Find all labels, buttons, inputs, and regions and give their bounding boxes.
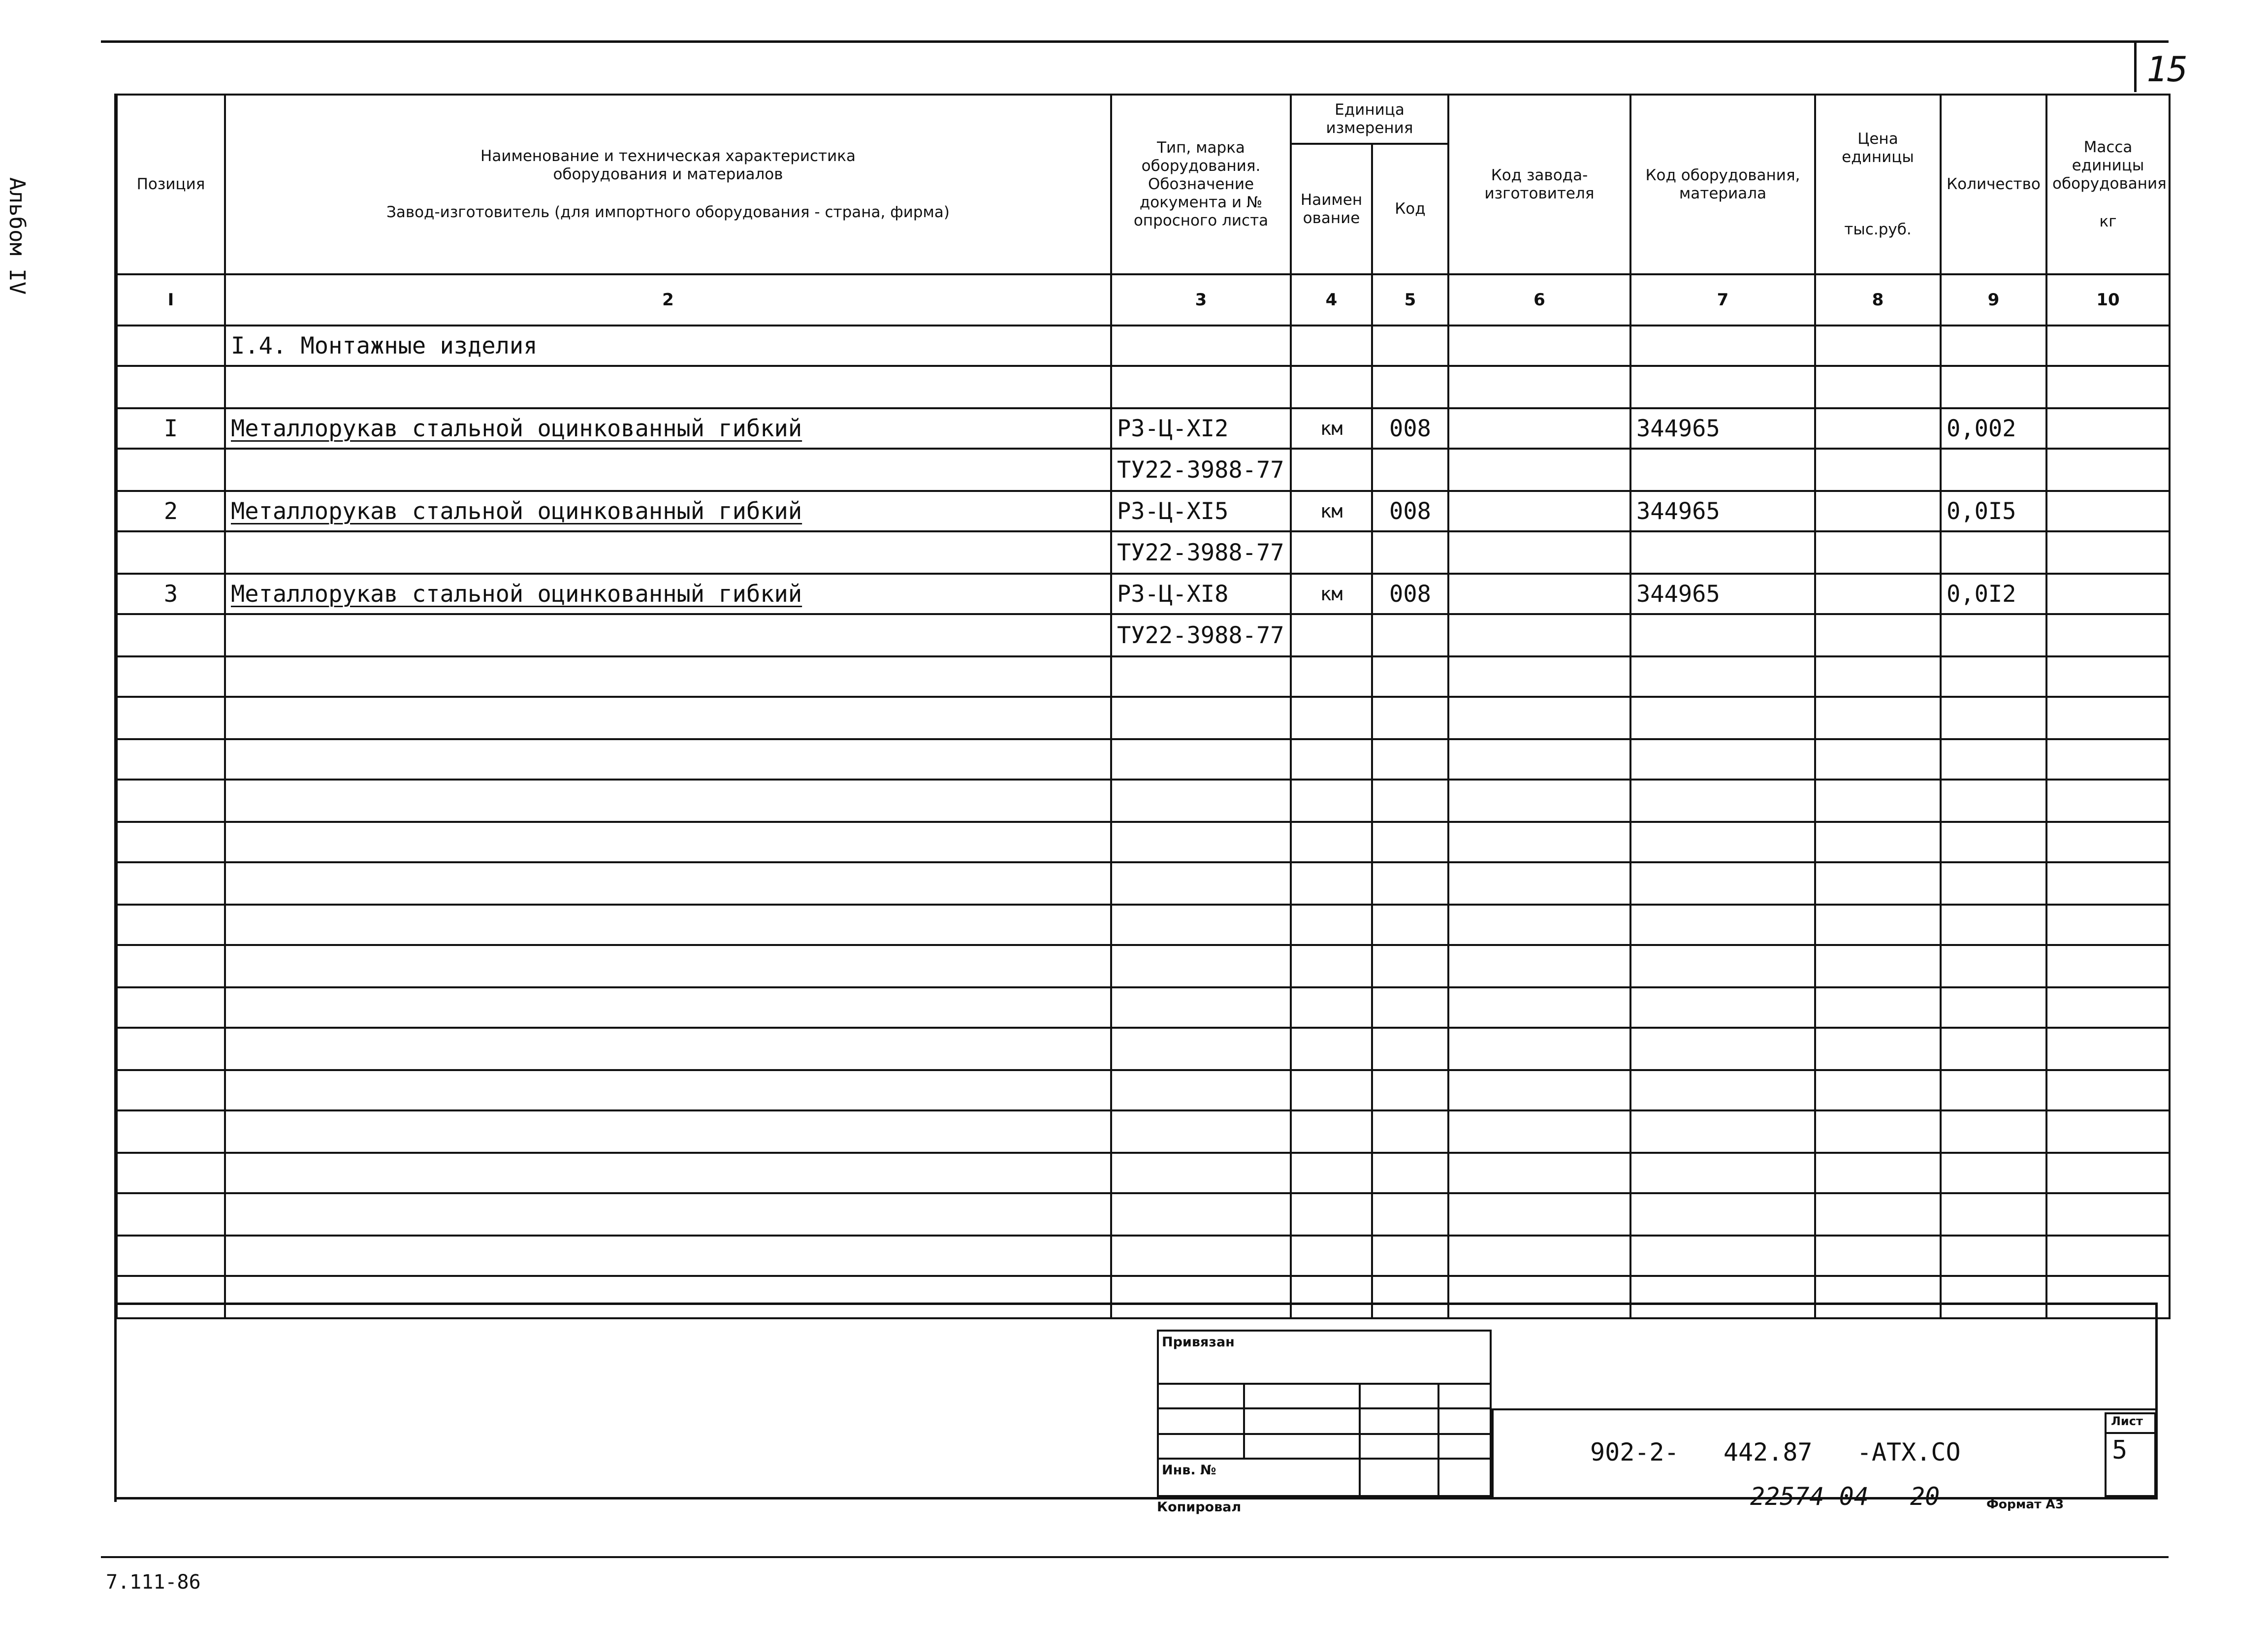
row-name: Металлорукав стальной оцинкованный гибкий	[231, 415, 802, 442]
table-bottom-line	[114, 1303, 2157, 1305]
table-row	[117, 697, 2170, 739]
table-row	[117, 614, 2170, 656]
row-doc: ТУ22-3988-77	[1111, 614, 1291, 656]
row-quantity: 0,0I5	[1941, 491, 2046, 531]
table-row	[117, 1193, 2170, 1236]
section-title: I.4. Монтажные изделия	[225, 326, 1111, 366]
footer-code: 7.111-86	[106, 1571, 201, 1594]
table-row	[117, 1028, 2170, 1070]
row-name: Металлорукав стальной оцинкованный гибкий	[231, 580, 802, 608]
col-number: 3	[1111, 274, 1291, 326]
row-unit-code: 008	[1372, 408, 1448, 449]
table-row	[117, 574, 2170, 614]
inventory-number-label: Инв. №	[1162, 1463, 1216, 1478]
top-border-line	[101, 40, 2169, 43]
row-doc: ТУ22-3988-77	[1111, 449, 1291, 491]
row-unit-code: 008	[1372, 491, 1448, 531]
table-row	[117, 408, 2170, 449]
row-type: Р3-Ц-ХI2	[1111, 408, 1291, 449]
col-number: 5	[1372, 274, 1448, 326]
row-doc: ТУ22-3988-77	[1111, 531, 1291, 574]
drawing-designation: 902-2- 442.87 -АТХ.СО	[1590, 1438, 1961, 1466]
header-name: Наименование и техническая характеристика оборудования и материалов Завод-изготовитель (для импортного оборудования - страна, фирма)	[225, 95, 1111, 274]
row-equipment-code: 344965	[1630, 491, 1815, 531]
table-row	[117, 739, 2170, 780]
row-type: Р3-Ц-ХI8	[1111, 574, 1291, 614]
row-unit: км	[1291, 408, 1372, 449]
table-row	[117, 449, 2170, 491]
row-name: Металлорукав стальной оцинкованный гибкий	[231, 497, 802, 525]
col-number: 2	[225, 274, 1111, 326]
linked-row-line	[1157, 1458, 1492, 1460]
table-row	[117, 491, 2170, 531]
page-number: 15	[2146, 49, 2188, 90]
table-row	[117, 905, 2170, 945]
linked-col-line	[1437, 1383, 1439, 1497]
sheet-label: Лист	[2111, 1414, 2143, 1428]
sheet-divider	[2105, 1432, 2156, 1434]
header-type-brand: Тип, марка оборудования. Обозначение документа и № опросного листа	[1111, 95, 1291, 274]
row-quantity: 0,0I2	[1941, 574, 2046, 614]
linked-row-line	[1157, 1407, 1492, 1409]
table-row	[117, 1153, 2170, 1193]
row-equipment-code: 344965	[1630, 574, 1815, 614]
col-number: 6	[1448, 274, 1630, 326]
archive-number: 22574-04	[1750, 1482, 1869, 1511]
header-factory-code: Код завода-изготовителя	[1448, 95, 1630, 274]
section-row	[117, 326, 2170, 366]
row-quantity: 0,002	[1941, 408, 2046, 449]
header-equipment-code: Код оборудования, материала	[1630, 95, 1815, 274]
header-quantity: Количество	[1941, 95, 2046, 274]
row-unit-code: 008	[1372, 574, 1448, 614]
linked-row-line	[1157, 1433, 1492, 1435]
col-number: 10	[2046, 274, 2170, 326]
row-unit: км	[1291, 491, 1372, 531]
table-row	[117, 945, 2170, 987]
table-row	[117, 1070, 2170, 1110]
row-position: I	[117, 408, 225, 449]
format-label: Формат А3	[1986, 1497, 2064, 1511]
col-number: I	[117, 274, 225, 326]
page-number-divider	[2134, 40, 2137, 92]
table-row	[117, 531, 2170, 574]
row-position: 2	[117, 491, 225, 531]
sheet-number: 5	[2112, 1435, 2128, 1465]
table-body	[117, 326, 2170, 1318]
row-equipment-code: 344965	[1630, 408, 1815, 449]
table-row	[117, 1110, 2170, 1153]
designation-left-line	[1492, 1408, 1494, 1497]
table-row	[117, 862, 2170, 905]
header-unit-group: Единица измерения	[1291, 95, 1448, 144]
linked-col-line	[1359, 1383, 1361, 1497]
archive-suffix: 20	[1910, 1482, 1940, 1511]
table-row	[117, 987, 2170, 1028]
linked-label: Привязан	[1162, 1335, 1235, 1350]
table-row	[117, 822, 2170, 862]
col-number: 4	[1291, 274, 1372, 326]
table-row	[117, 366, 2170, 408]
table-row	[117, 656, 2170, 697]
table-row	[117, 780, 2170, 822]
designation-top-line	[1492, 1408, 2156, 1410]
row-unit: км	[1291, 574, 1372, 614]
header-unit-code: Код	[1372, 144, 1448, 274]
table-row	[117, 1276, 2170, 1318]
row-position: 3	[117, 574, 225, 614]
header-mass: Масса единицы оборудования кг	[2046, 95, 2170, 274]
header-price: Цена единицы тыс.руб.	[1815, 95, 1941, 274]
copied-label: Копировал	[1157, 1499, 1242, 1515]
header-unit-name: Наименование	[1291, 144, 1372, 274]
row-type: Р3-Ц-ХI5	[1111, 491, 1291, 531]
table-row	[117, 1236, 2170, 1276]
linked-row-line	[1157, 1383, 1492, 1385]
specification-table	[116, 94, 2171, 1319]
left-margin-label: Альбом IV	[4, 177, 30, 295]
col-number: 7	[1630, 274, 1815, 326]
linked-col-line	[1243, 1383, 1245, 1459]
col-number: 8	[1815, 274, 1941, 326]
col-number: 9	[1941, 274, 2046, 326]
header-position: Позиция	[117, 95, 225, 274]
footer-line	[101, 1556, 2169, 1558]
